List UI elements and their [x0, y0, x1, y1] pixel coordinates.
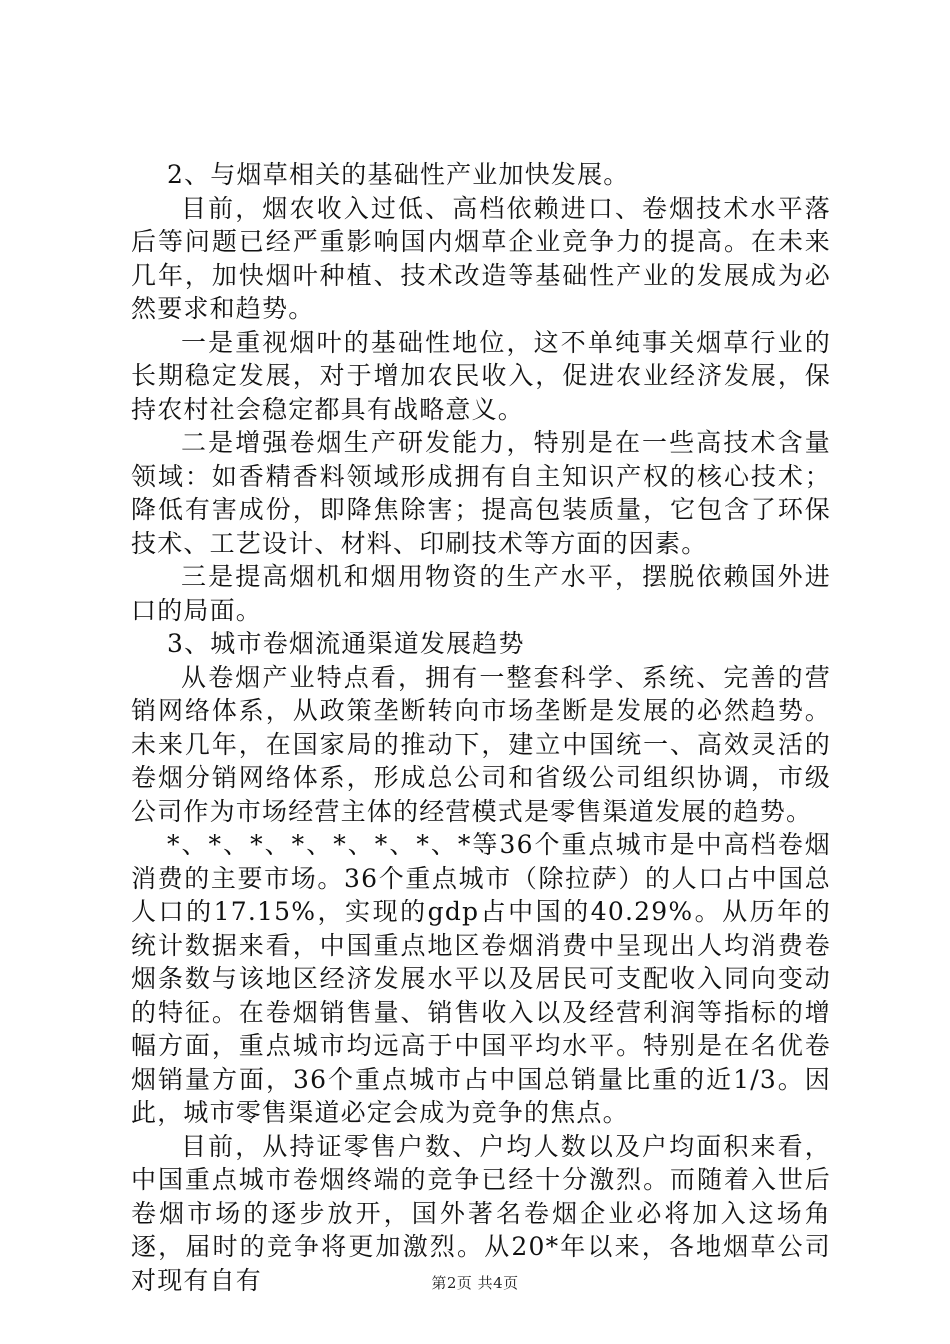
section-heading-2: 2、与烟草相关的基础性产业加快发展。: [167, 160, 630, 189]
paragraph-key-cities: *、*、*、*、*、*、*、*等36个重点城市是中高档卷烟消费的主要市场。36个重点城市（除拉萨）的人口占中国总人口的17.15%，实现的gdp占中国的40.29%。从历年的统计数据来看，中国重点地区卷烟消费中呈现出人均消费卷烟条数与该地区经济发展水平以及居民可支配收入同向变动的特征。在卷烟销售量、销售收入以及经营利润等指标的增幅方面，重点城市均远高于中国平均水平。特别是在名优卷烟销量方面，36个重点城市占中国总销量比重的近1/3。因此，城市零售渠道必定会成为竞争的焦点。: [131, 830, 831, 1127]
paragraph-distribution-trend: 从卷烟产业特点看，拥有一整套科学、系统、完善的营销网络体系，从政策垄断转向市场垄断是发展的必然趋势。未来几年，在国家局的推动下，建立中国统一、高效灵活的卷烟分销网络体系，形成总公司和省级公司组织协调，市级公司作为市场经营主体的经营模式是零售渠道发展的趋势。: [131, 662, 831, 826]
section-heading-3: 3、城市卷烟流通渠道发展趋势: [167, 629, 525, 658]
document-body: [131, 158, 831, 1297]
page-number-footer: 第2页 共4页: [431, 1274, 519, 1292]
paragraph-point-one: 一是重视烟叶的基础性地位，这不单纯事关烟草行业的长期稳定发展，对于增加农民收入，促进农业经济发展，保持农村社会稳定都具有战略意义。: [131, 327, 831, 424]
paragraph-point-three: 三是提高烟机和烟用物资的生产水平，摆脱依赖国外进口的局面。: [131, 562, 831, 625]
paragraph-current-problems: 目前，烟农收入过低、高档依赖进口、卷烟技术水平落后等问题已经严重影响国内烟草企业竞争力的提高。在未来几年，加快烟叶种植、技术改造等基础性产业的发展成为必然要求和趋势。: [131, 193, 831, 323]
paragraph-point-two: 二是增强卷烟生产研发能力，特别是在一些高技术含量领域：如香精香料领域形成拥有自主知识产权的核心技术；降低有害成份，即降焦除害；提高包装质量，它包含了环保技术、工艺设计、材料、印刷技术等方面的因素。: [131, 428, 831, 558]
paragraph-competition: 目前，从持证零售户数、户均人数以及户均面积来看，中国重点城市卷烟终端的竞争已经十分激烈。而随着入世后卷烟市场的逐步放开，国外著名卷烟企业必将加入这场角逐，届时的竞争将更加激烈。从20*年以来，各地烟草公司对现有自有: [131, 1131, 831, 1295]
